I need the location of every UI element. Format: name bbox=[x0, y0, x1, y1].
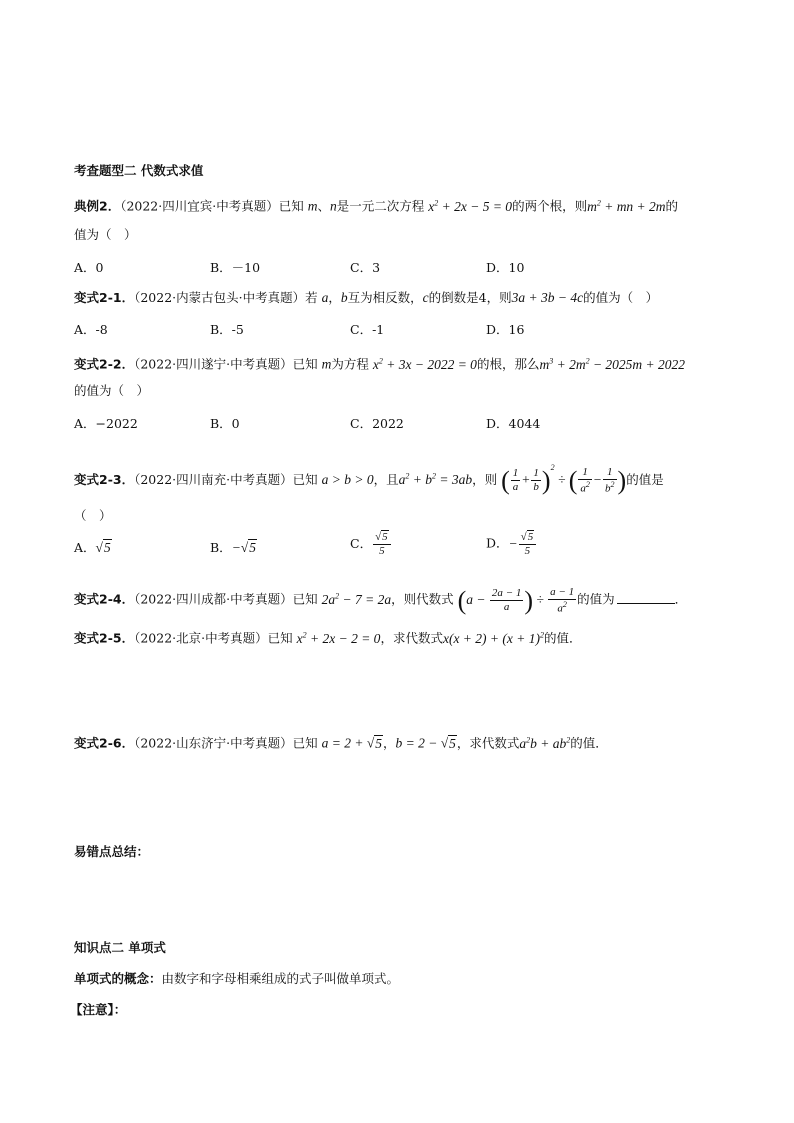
variant-2-4-label: 变式2-4． bbox=[74, 591, 135, 607]
variant-2-2-label: 变式2-2． bbox=[74, 356, 135, 372]
variant-2-5-line1: 变式2-5．（2022·北京·中考真题）已知 $x^2 + 2x - 2 = 0$，求代数式$x(x + 2) + (x + 1)^2$的值． bbox=[74, 630, 582, 646]
expression-target: $m^3 + 2m^2 - 2025m + 2022$ bbox=[539, 356, 686, 372]
option-a: A．−2022 bbox=[74, 416, 138, 431]
equation-quadratic: $x^2 + 3x - 2022 = 0$ bbox=[372, 356, 477, 372]
variant-2-4-line1: 变式2-4．（2022·四川成都·中考真题）已知 $2a^2 - 7 = 2a$，则代数式 (a − $\frac{2a - 1}{a}$ ) ÷ $\frac{a - 1}{a^2}$ 的值为 ． bbox=[74, 585, 688, 615]
section-title: 考查题型二 代数式求值 bbox=[74, 163, 204, 178]
option-d: D．10 bbox=[486, 260, 525, 275]
variant-2-2-options bbox=[74, 414, 734, 434]
example-2-line1: 典例2．（2022·四川宜宾·中考真题）已知 m、n是一元二次方程 $x^2 + 2x - 5 = 0$的两个根，则$m^2$ + mn + 2m的 bbox=[74, 198, 679, 214]
errors-summary: 易错点总结： bbox=[74, 844, 150, 859]
option-c: C． $\frac{√5}{5}$ bbox=[350, 532, 392, 557]
variant-2-3-options bbox=[74, 531, 734, 566]
expression-target: ( $\frac{1}{a}$ + $\frac{1}{b}$ )$^2$ ÷ ( $\frac{1}{a^2}$ − $\frac{1}{b^2}$ ) bbox=[501, 463, 627, 495]
option-d: D．− $\frac{√5}{5}$ bbox=[486, 532, 537, 557]
equation-condition: $a^2 + b^2 = 3ab$ bbox=[398, 471, 473, 487]
variant-2-6-line1: 变式2-6．（2022·山东济宁·中考真题）已知 a = 2 + √5，b = 2 − √5，求代数式$a^2b + ab^2$的值． bbox=[74, 735, 608, 751]
variant-2-3-line2: （ ） bbox=[74, 508, 112, 523]
example-2-label: 典例2． bbox=[74, 198, 121, 214]
note-label: 【注意】： bbox=[70, 1002, 127, 1017]
equation-condition: $2a^2 - 7 = 2a$ bbox=[321, 591, 392, 607]
expression-target: $m^2$ + mn + 2m bbox=[587, 198, 666, 214]
variant-2-1-line1: 变式2-1．（2022·内蒙古包头·中考真题）若 a，b互为相反数，c的倒数是4，则3a + 3b − 4c的值为（ ） bbox=[74, 290, 659, 305]
equation-quadratic: $x^2 + 2x - 5 = 0$ bbox=[428, 198, 513, 214]
answer-blank[interactable] bbox=[617, 603, 675, 604]
option-a: A．-8 bbox=[74, 322, 108, 337]
option-b: B．-5 bbox=[210, 322, 244, 337]
knowledge-point-2-definition: 单项式的概念：由数字和字母相乘组成的式子叫做单项式。 bbox=[74, 971, 400, 986]
expression-target: (a − $\frac{2a - 1}{a}$ ) ÷ $\frac{a - 1}{a^2}$ bbox=[457, 585, 575, 615]
example-2-source: （2022·四川宜宾·中考真题） bbox=[120, 198, 279, 214]
option-b: B．−√5 bbox=[210, 540, 256, 555]
variant-2-2-line1: 变式2-2．（2022·四川遂宁·中考真题）已知 m为方程 $x^2 + 3x - 2022 = 0$的根，那么$m^3 + 2m^2 - 2025m + 2022$ bbox=[74, 356, 686, 372]
expression-target: $x(x + 2) + (x + 1)^2$ bbox=[442, 630, 544, 646]
variant-2-6-label: 变式2-6． bbox=[74, 735, 135, 751]
variant-2-5-label: 变式2-5． bbox=[74, 630, 135, 646]
option-a: A．0 bbox=[74, 260, 104, 275]
option-a: A．√5 bbox=[74, 540, 111, 555]
option-c: C．2022 bbox=[350, 416, 404, 431]
expression-target: 3a + 3b − 4c bbox=[511, 290, 584, 305]
option-b: B．0 bbox=[210, 416, 240, 431]
example-2-options bbox=[74, 258, 734, 278]
option-c: C．-1 bbox=[350, 322, 385, 337]
variant-2-3-label: 变式2-3． bbox=[74, 472, 135, 487]
option-b: B．－10 bbox=[210, 260, 261, 275]
variant-2-3-line1: 变式2-3．（2022·四川南充·中考真题）已知 a > b > 0，且$a^2 + b^2 = 3ab$，则 ( $\frac{1}{a}$ + $\frac{1}{b}$ )$^2$ ÷ ( $\frac{1}{a^2}$ − $\frac{1}{b^2}$ )的值是 bbox=[74, 463, 664, 495]
option-d: D．4044 bbox=[486, 416, 541, 431]
knowledge-point-2-title: 知识点二 单项式 bbox=[74, 940, 166, 955]
equation-condition: $x^2 + 2x - 2 = 0$ bbox=[296, 630, 381, 646]
option-c: C．3 bbox=[350, 260, 381, 275]
variant-2-2-line2: 的值为（ ） bbox=[74, 383, 150, 398]
variant-2-1-options bbox=[74, 320, 734, 340]
option-d: D．16 bbox=[486, 322, 525, 337]
variant-2-1-label: 变式2-1． bbox=[74, 290, 135, 305]
example-2-line2: 值为（ ） bbox=[74, 227, 137, 242]
expression-target: $a^2b + ab^2$ bbox=[519, 735, 571, 751]
